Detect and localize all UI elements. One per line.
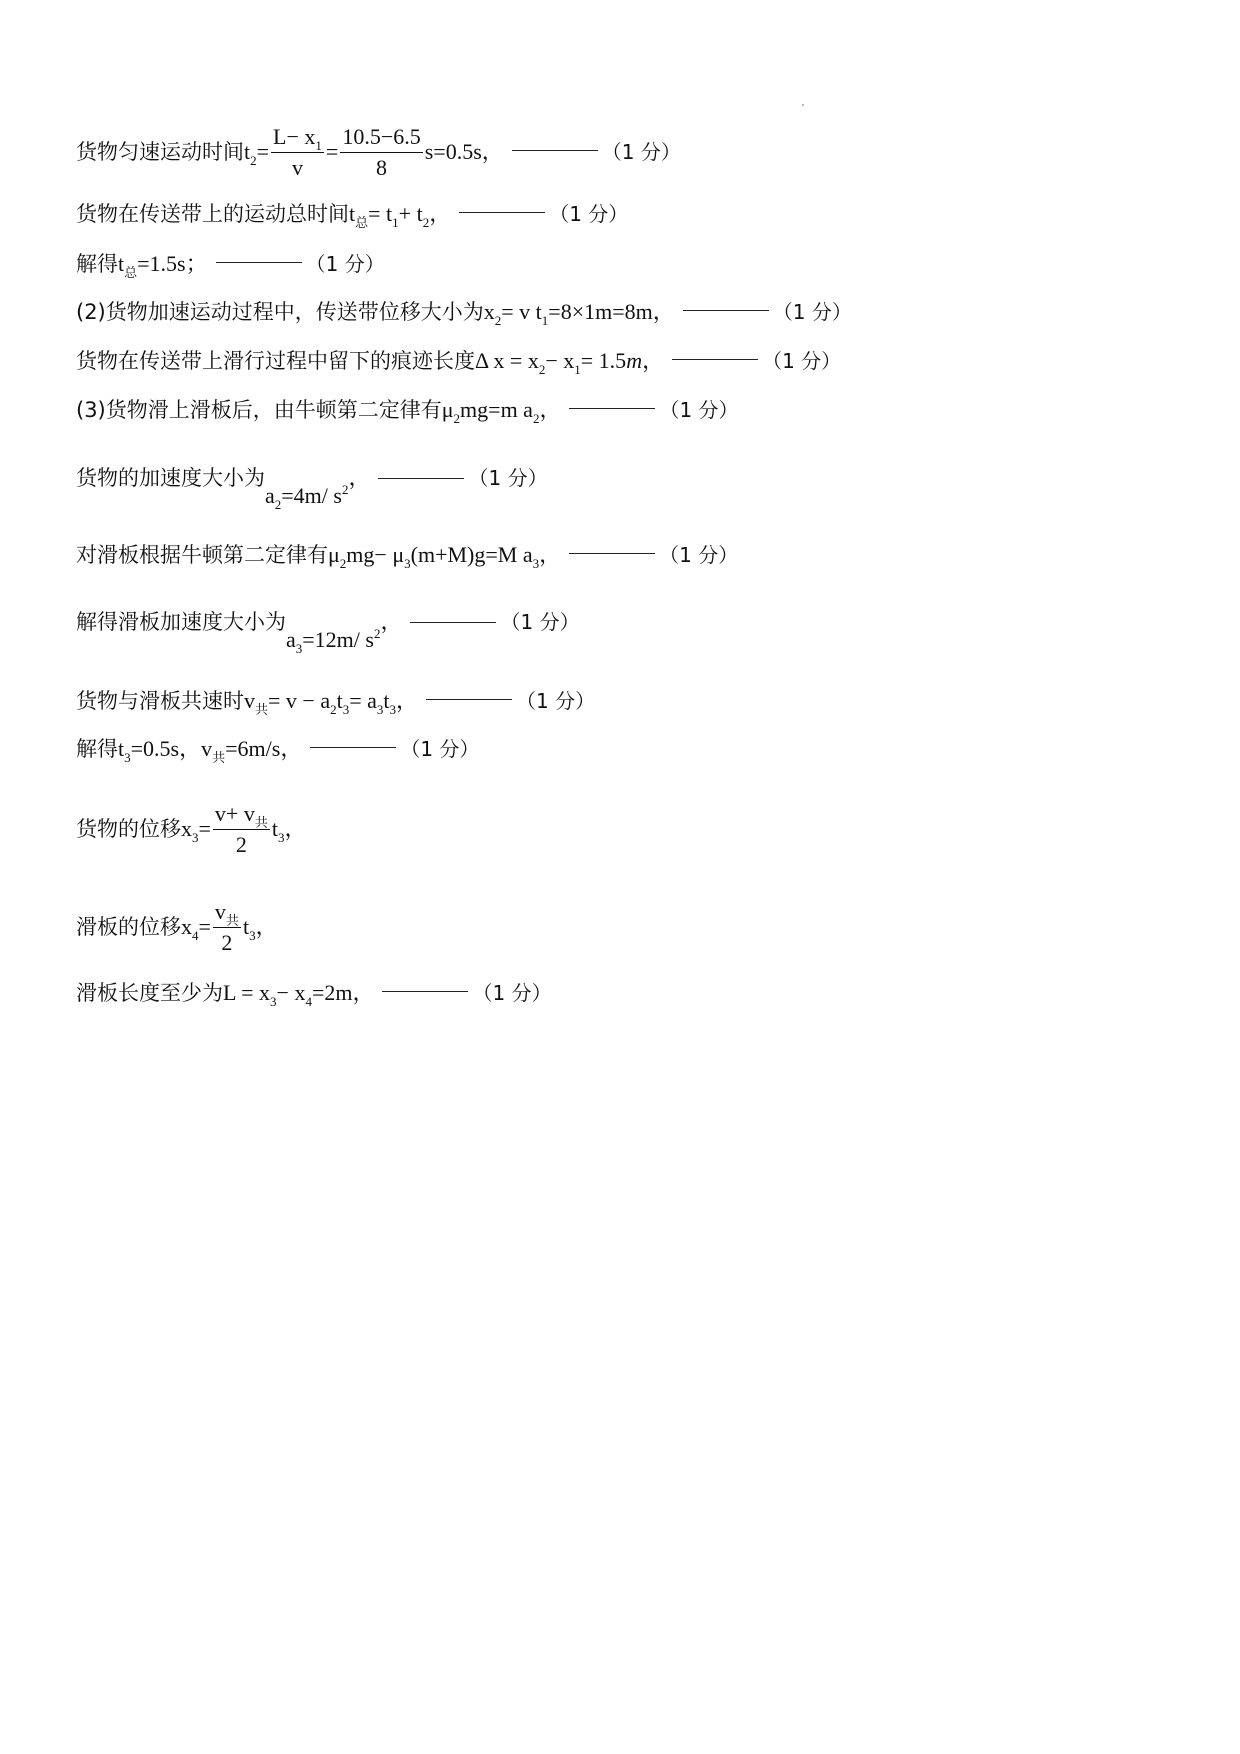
scan-speck [802, 104, 804, 106]
answer-blank [459, 212, 545, 213]
line-board-displacement: 滑板的位移 $x_4=$ $\frac{v_共}{2}$ $t_3$， [76, 898, 278, 955]
line-t3-result: 解得 $t_3=0.5s$，$v_共=6m/s$， （1 分） [76, 736, 480, 766]
line-common-velocity: 货物与滑板共速时 $v_共= v - a_2t_3= a_3t_3$， （1 分） [76, 688, 596, 718]
line-belt-displacement: (2)货物加速运动过程中，传送带位移大小为 $x_2= v$ $t_1=8\times 1m=8m$， （1 分） [76, 299, 852, 328]
line-board-acceleration: 解得滑板加速度大小为 $a_3=12m/$ $s^2$ ， （1 分） [76, 609, 580, 656]
line-trace-length: 货物在传送带上滑行过程中留下的痕迹长度 Δ $x = x_2- x_1= 1.5m$， （1 分） [76, 348, 842, 377]
line-total-time: 货物在传送带上的运动总时间 $t_总= t_1+ t_2$， （1 分） [76, 201, 629, 231]
answer-blank [569, 408, 655, 409]
line-newton-cargo: (3)货物滑上滑板后，由牛顿第二定律有 $\mu_2mg=m$ $a_2$， （1 分） [76, 397, 739, 426]
math: $t_2=$ [244, 139, 270, 168]
line-total-time-result: 解得 $t_总=1.5s$； （1 分） [76, 251, 385, 281]
answer-blank [683, 310, 769, 311]
line-newton-board: 对滑板根据牛顿第二定律有 $\mu_2mg- \mu_3(m+M)g=M$ $a_3$， （1 分） [76, 542, 739, 571]
fraction: $\frac{v+ v_共}{2}$ [214, 800, 268, 857]
fraction: $\frac{L- x_1}{v}$ [273, 123, 322, 180]
text: 货物匀速运动时间 [76, 140, 244, 164]
answer-blank [426, 699, 512, 700]
answer-blank [569, 553, 655, 554]
answer-blank [410, 622, 496, 623]
line-cargo-displacement: 货物的位移 $x_3=$ $\frac{v+ v_共}{2}$ $t_3$， [76, 800, 307, 857]
line-board-length: 滑板长度至少为 $L = x_3- x_4=2m$， （1 分） [76, 980, 552, 1009]
line-cargo-acceleration: 货物的加速度大小为 $a_2=4m/$ $s^2$ ， （1 分） [76, 465, 548, 512]
answer-blank [512, 150, 598, 151]
answer-blank [672, 359, 758, 360]
result: s=0.5s， [424, 139, 504, 164]
score: （1 分） [601, 140, 681, 164]
answer-blank [382, 991, 468, 992]
line-uniform-motion-time: 货物匀速运动时间 $t_2=$ $\frac{L- x_1}{v}$ = $\frac{10.5-6.5}{8}$ s=0.5s， （1 分） [76, 123, 681, 180]
answer-blank [378, 478, 464, 479]
fraction: $\frac{10.5-6.5}{8}$ [342, 123, 421, 180]
answer-blank [216, 262, 302, 263]
answer-blank [310, 747, 396, 748]
fraction: $\frac{v_共}{2}$ [214, 898, 239, 955]
